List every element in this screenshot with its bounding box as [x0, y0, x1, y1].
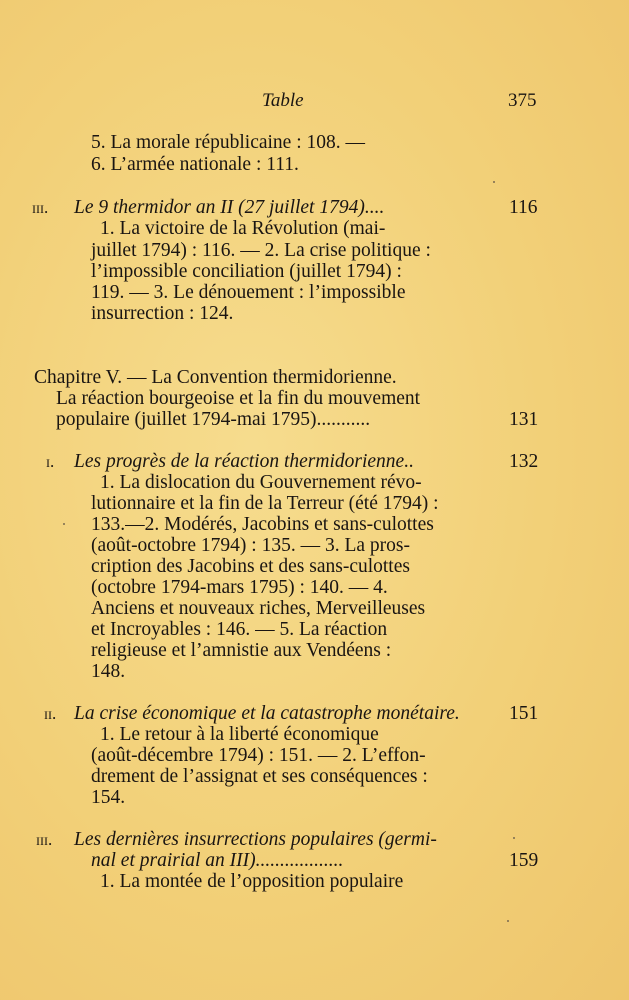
- section-entry-iii-b: [36, 830, 52, 850]
- text-line: 133.—2. Modérés, Jacobins et sans-culottes: [91, 514, 434, 535]
- section-title: Le 9 thermidor an II (27 juillet 1794)....: [74, 197, 385, 218]
- section-title-line: nal et prairial an III)..................: [91, 850, 344, 871]
- chapter-heading: Chapitre V. — La Convention thermidorienne.: [34, 367, 397, 388]
- chapter-heading-line: populaire (juillet 1794-mai 1795)...........: [56, 409, 371, 430]
- text-line: insurrection : 124.: [91, 303, 234, 324]
- section-title: La crise économique et la catastrophe monétaire.: [74, 703, 460, 724]
- text-line: (août-décembre 1794) : 151. — 2. L’effon-: [91, 745, 426, 766]
- text-line: 148.: [91, 661, 126, 682]
- section-page: 151: [509, 703, 539, 724]
- section-numeral: ii.: [44, 704, 57, 723]
- section-entry-iii-a: [32, 198, 48, 218]
- section-title: Les progrès de la réaction thermidorienne..: [74, 451, 414, 472]
- paper-speck: [513, 837, 515, 839]
- text-line: (août-octobre 1794) : 135. — 3. La pros-: [91, 535, 410, 556]
- paper-speck: [63, 523, 65, 525]
- section-page: 116: [509, 197, 538, 218]
- text-line: 1. La dislocation du Gouvernement révo-: [100, 472, 422, 493]
- paper-speck: [507, 920, 509, 922]
- section-entry-ii: [44, 704, 56, 724]
- text-line: 119. — 3. Le dénouement : l’impossible: [91, 282, 406, 303]
- text-line: drement de l’assignat et ses conséquences :: [91, 766, 428, 787]
- page-number: 375: [508, 90, 537, 111]
- text-line: lutionnaire et la fin de la Terreur (été 1794) :: [91, 493, 439, 514]
- text-line: l’impossible conciliation (juillet 1794) :: [91, 261, 402, 282]
- paper-speck: [493, 181, 495, 183]
- chapter-page: 131: [509, 409, 539, 430]
- section-title: Les dernières insurrections populaires (germi-: [74, 829, 437, 850]
- text-line: juillet 1794) : 116. — 2. La crise politique :: [91, 240, 431, 261]
- text-line: religieuse et l’amnistie aux Vendéens :: [91, 640, 392, 661]
- section-numeral: iii.: [32, 198, 49, 217]
- text-line: 1. La montée de l’opposition populaire: [100, 871, 404, 892]
- section-numeral: i.: [46, 452, 55, 471]
- section-page: 132: [509, 451, 539, 472]
- text-line: Anciens et nouveaux riches, Merveilleuses: [91, 598, 426, 619]
- section-entry-i: [46, 452, 54, 472]
- text-line: (octobre 1794-mars 1795) : 140. — 4.: [91, 577, 388, 598]
- text-line: 5. La morale républicaine : 108. —: [91, 132, 365, 153]
- text-line: cription des Jacobins et des sans-culottes: [91, 556, 410, 577]
- running-head-title: Table: [262, 90, 304, 111]
- section-numeral: iii.: [36, 830, 53, 849]
- text-line: 1. Le retour à la liberté économique: [100, 724, 379, 745]
- text-line: 1. La victoire de la Révolution (mai-: [100, 218, 386, 239]
- text-line: 6. L’armée nationale : 111.: [91, 154, 299, 175]
- section-page: 159: [509, 850, 539, 871]
- text-line: et Incroyables : 146. — 5. La réaction: [91, 619, 388, 640]
- text-line: 154.: [91, 787, 126, 808]
- chapter-heading-line: La réaction bourgeoise et la fin du mouvement: [56, 388, 421, 409]
